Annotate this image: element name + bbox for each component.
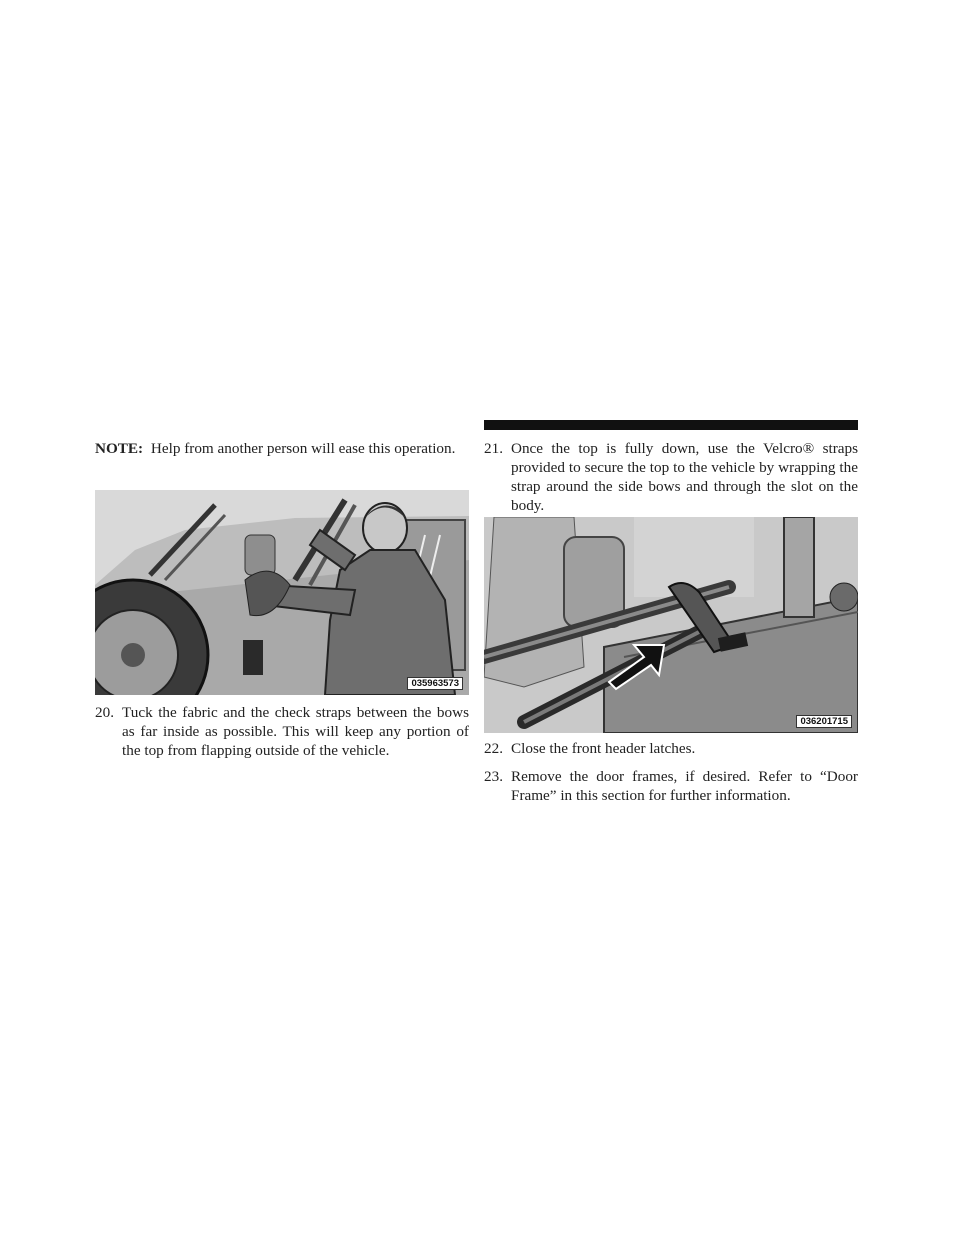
step-23 — [484, 767, 858, 805]
step-text: Close the front header latches. — [511, 740, 696, 757]
step-number: 23. — [484, 768, 503, 785]
section-header-bar — [484, 420, 858, 430]
step-text: Once the top is fully down, use the Velcro® straps provided to secure the top to the vehicle by wrapping the strap around the side bows and through the slot on the body. — [511, 440, 858, 514]
illustration-velcro-strap-art — [484, 517, 858, 733]
step-text: Tuck the fabric and the check straps between the bows as far inside as possible. This will keep any portion of the top from flapping outside of the vehicle. — [122, 704, 469, 759]
step-20 — [95, 703, 469, 760]
step-number: 20. — [95, 704, 114, 721]
note-paragraph — [95, 439, 469, 458]
illustration-folding-top — [95, 490, 469, 695]
step-number: 22. — [484, 740, 503, 757]
illustration-velcro-strap — [484, 517, 858, 733]
figure-id-right: 036201715 — [796, 715, 852, 728]
step-text: Remove the door frames, if desired. Refer to “Door Frame” in this section for further information. — [511, 768, 858, 804]
figure-id-left: 035963573 — [407, 677, 463, 690]
note-text: Help from another person will ease this operation. — [150, 440, 456, 457]
note-label: NOTE: — [95, 440, 144, 457]
illustration-folding-top-art — [95, 490, 469, 695]
step-21 — [484, 439, 858, 515]
step-number: 21. — [484, 440, 503, 457]
step-22 — [484, 739, 858, 758]
